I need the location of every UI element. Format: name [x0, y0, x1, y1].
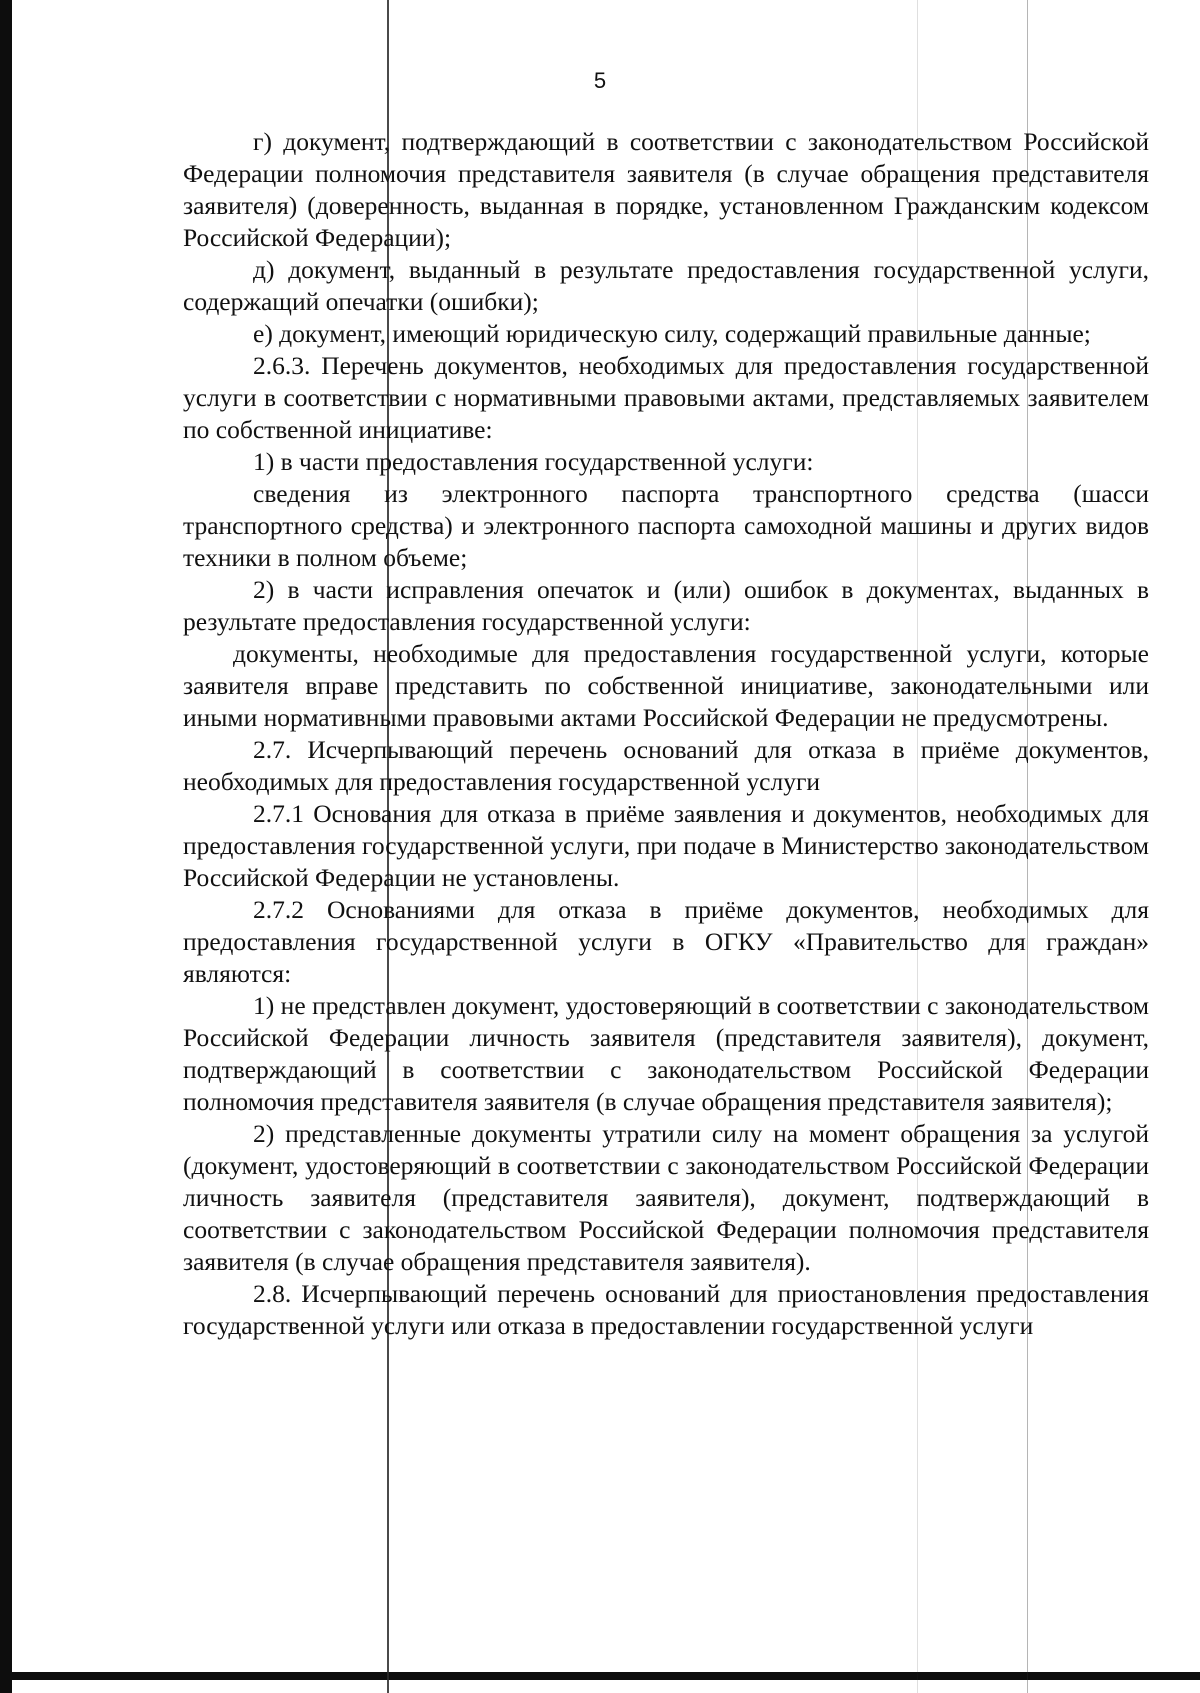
paragraph-dokumenty: документы, необходимые для предоставления государственной услуги, которые заявителя вправе представить по собственной инициативе, законодательными или иными нормативными правовыми актами Российской Федерации не предусмотрены.: [183, 639, 1149, 732]
paragraph-svedeniya: сведения из электронного паспорта транспортного средства (шасси транспортного средства) и электронного паспорта самоходной машины и других видов техники в полном объеме;: [183, 479, 1149, 572]
paragraph-list-1: 1) в части предоставления государственной услуги:: [253, 447, 814, 476]
page-number: 5: [593, 68, 607, 93]
paragraph-item-g: г) документ, подтверждающий в соответствии с законодательством Российской Федерации полномочия представителя заявителя (в случае обращения представителя заявителя) (доверенность, выданная в порядке, установленном Гражданским кодексом Российской Федерации);: [183, 127, 1149, 252]
scan-border-left: [0, 0, 12, 1693]
document-body: [183, 126, 1149, 1342]
paragraph-ground-2: 2) представленные документы утратили силу на момент обращения за услугой (документ, удостоверяющий в соответствии с законодательством Российской Федерации личность заявителя (представителя заявителя), документ, подтверждающий в соответствии с законодательством Российской Федерации полномочия представителя заявителя (в случае обращения представителя заявителя).: [183, 1119, 1149, 1276]
paragraph-2-6-3: 2.6.3. Перечень документов, необходимых для предоставления государственной услуги в соответствии с нормативными правовыми актами, представляемых заявителем по собственной инициативе:: [183, 351, 1149, 444]
paragraph-item-d: д) документ, выданный в результате предоставления государственной услуги, содержащий опечатки (ошибки);: [183, 255, 1149, 316]
paragraph-2-7-2: 2.7.2 Основаниями для отказа в приёме документов, необходимых для предоставления государственной услуги в ОГКУ «Правительство для граждан» являются:: [183, 895, 1149, 988]
paragraph-ground-1: 1) не представлен документ, удостоверяющий в соответствии с законодательством Российской Федерации личность заявителя (представителя заявителя), документ, подтверждающий в соответствии с законодательством Российской Федерации полномочия представителя заявителя (в случае обращения представителя заявителя);: [183, 991, 1149, 1116]
paragraph-list-2: 2) в части исправления опечаток и (или) ошибок в документах, выданных в результате предоставления государственной услуги:: [183, 575, 1149, 636]
paragraph-2-7: 2.7. Исчерпывающий перечень оснований для отказа в приёме документов, необходимых для предоставления государственной услуги: [183, 735, 1149, 796]
paragraph-item-e: е) документ, имеющий юридическую силу, содержащий правильные данные;: [253, 319, 1091, 348]
scan-border-bottom: [0, 1672, 1200, 1680]
paragraph-2-8: 2.8. Исчерпывающий перечень оснований для приостановления предоставления государственной услуги или отказа в предоставлении государственной услуги: [183, 1279, 1149, 1340]
paragraph-2-7-1: 2.7.1 Основания для отказа в приёме заявления и документов, необходимых для предоставления государственной услуги, при подаче в Министерство законодательством Российской Федерации не установлены.: [183, 799, 1149, 892]
